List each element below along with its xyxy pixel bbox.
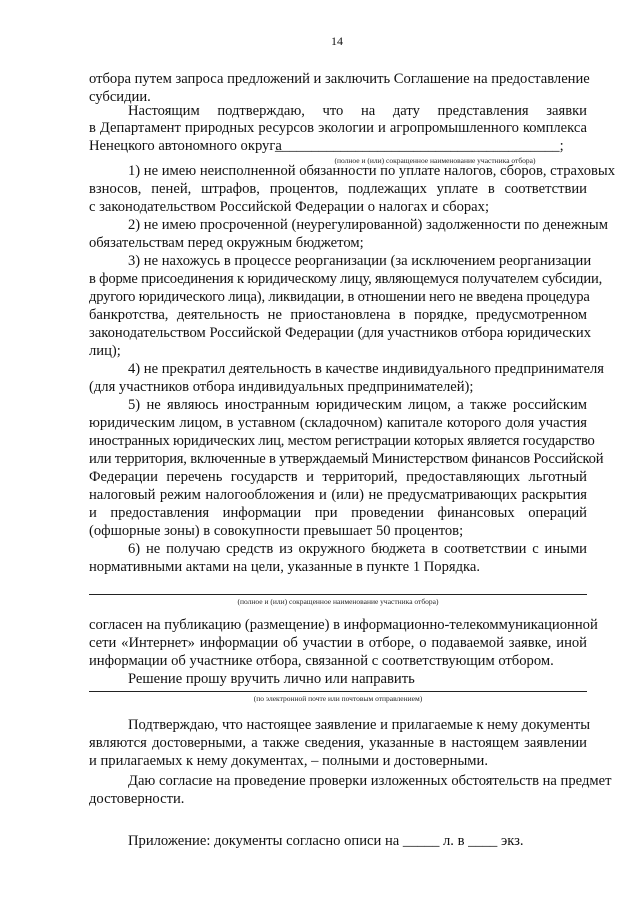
text-line: 5) не являюсь иностранным юридическим лицом, а также российским [128,397,587,413]
text-line: банкротства, деятельность не приостановлена в порядке, предусмотренном [89,307,587,323]
text-line: Настоящим подтверждаю, что на дату представления заявки [128,103,587,119]
text-line: законодательством Российской Федерации (для участников отбора юридических [89,325,592,341]
appendix-line: Приложение: документы согласно описи на _____ л. в ____ экз. [128,833,524,849]
text-line: являются достоверными, а также сведения, указанные в настоящем заявлении [89,735,587,751]
text-line: достоверности. [89,791,185,807]
text-line: в форме присоединения к юридическому лицу, являющемуся получателем субсидии, [89,271,603,287]
text-line: (для участников отбора индивидуальных предпринимателей); [89,379,474,395]
text-line: взносов, пеней, штрафов, процентов, подлежащих уплате в соответствии [89,181,587,197]
text-line: налоговый режим налогообложения и (или) не предусматривающих раскрытия [89,487,587,503]
text-line: субсидии. [89,89,151,105]
participant-name-blank: _______________________________________; [275,138,564,154]
delivery-method-line [89,691,587,692]
text-line: 1) не имею неисполненной обязанности по уплате налогов, сборов, страховых [128,163,616,179]
text-line: юридическим лицом, в уставном (складочном) капитале которого доля участия [89,415,587,431]
text-line: Подтверждаю, что настоящее заявление и прилагаемые к нему документы [128,717,590,733]
text-line: 3) не нахожусь в процессе реорганизации (за исключением реорганизации [128,253,592,269]
text-line: Федерации перечень государств и территорий, предоставляющих льготный [89,469,587,485]
text-line: согласен на публикацию (размещение) в информационно-телекоммуникационной [89,617,598,633]
text-line: другого юридического лица), ликвидации, в отношении него не введена процедура [89,289,590,305]
text-line: сети «Интернет» информации об участии в отборе, о подаваемой заявке, иной [89,635,587,651]
text-line: 2) не имею просроченной (неурегулированной) задолженности по денежным [128,217,608,233]
text-line: лиц); [89,343,121,359]
text-line: и предоставления информации при проведении финансовых операций [89,505,587,521]
text-line: обязательствам перед окружным бюджетом; [89,235,364,251]
text-line: 6) не получаю средств из окружного бюджета в соответствии с иными [128,541,587,557]
field-caption: (полное и (или) сокращенное наименование участника отбора) [334,156,536,165]
field-caption: (по электронной почте или почтовым отправлением) [253,694,423,703]
text-line: Даю согласие на проведение проверки изложенных обстоятельств на предмет [128,773,612,789]
page-number: 14 [331,34,343,48]
participant-name-line [89,594,587,595]
text-line: иностранных юридических лиц, местом регистрации которых является государство [89,433,595,449]
text-line: (офшорные зоны) в совокупности превышает 50 процентов; [89,523,464,539]
field-caption: (полное и (или) сокращенное наименование участника отбора) [237,597,439,606]
text-line: информации об участнике отбора, связанной с соответствующим отбором. [89,653,554,669]
text-line: в Департамент природных ресурсов экологии и агропромышленного комплекса [89,120,587,136]
text-line: Ненецкого автономного округа [89,138,282,154]
text-line: Решение прошу вручить лично или направить [128,671,415,687]
text-line: и прилагаемых к нему документах, – полными и достоверными. [89,753,488,769]
text-line: 4) не прекратил деятельность в качестве индивидуального предпринимателя [128,361,604,377]
text-line: или территория, включенные в утверждаемый Министерством финансов Российской [89,451,604,467]
text-line: с законодательством Российской Федерации о налогах и сборах; [89,199,490,215]
text-line: нормативными актами на цели, указанные в пункте 1 Порядка. [89,559,481,575]
text-line: отбора путем запроса предложений и заключить Соглашение на предоставление [89,71,590,87]
